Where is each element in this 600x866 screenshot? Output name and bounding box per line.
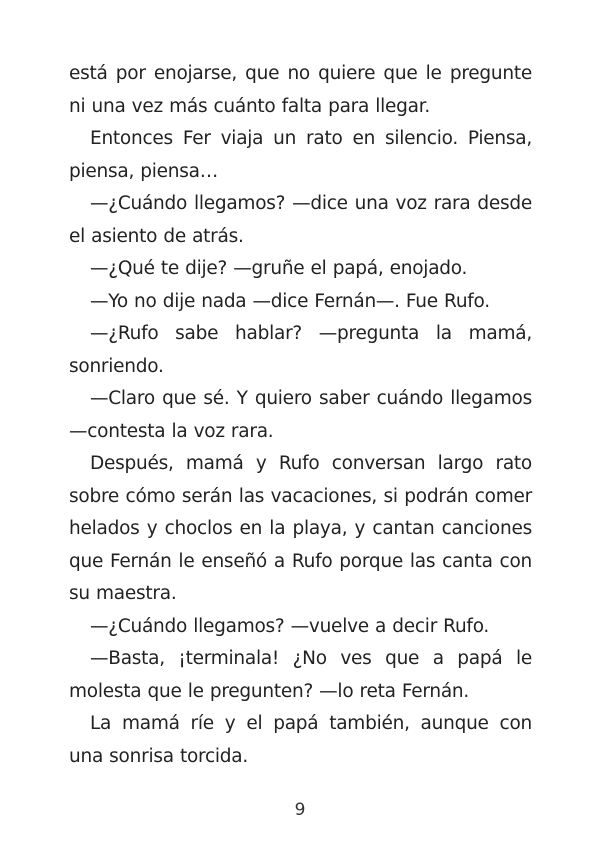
dialogue-line: —Yo no dije nada —dice Fernán—. Fue Rufo. bbox=[90, 290, 490, 312]
dialogue-line: —¿Cuándo llegamos? —vuelve a decir Rufo. bbox=[90, 615, 490, 637]
paragraph: La mamá ríe y el papá también, aunque con una sonrisa torcida. bbox=[69, 713, 532, 767]
paragraph-continuation: está por enojarse, que no quiere que le pregunte ni una vez más cuánto falta para llegar. bbox=[69, 63, 532, 117]
dialogue-line: —¿Qué te dije? —gruñe el papá, enojado. bbox=[90, 258, 468, 279]
body-text bbox=[69, 58, 532, 773]
dialogue-line: —Basta, ¡terminala! ¿No ves que a papá le molesta que le pregunten? —lo reta Fernán. bbox=[69, 648, 532, 702]
paragraph: Después, mamá y Rufo conversan largo rato sobre cómo serán las vacaciones, si podrán comer helados y choclos en la playa, y cantan canciones que Fernán le enseñó a Rufo porque las canta con su maestra. bbox=[69, 453, 532, 604]
dialogue-line: —¿Rufo sabe hablar? —pregunta la mamá, sonriendo. bbox=[69, 323, 532, 377]
dialogue-line: —Claro que sé. Y quiero saber cuándo llegamos —contesta la voz rara. bbox=[69, 388, 532, 442]
page-number: 9 bbox=[294, 800, 306, 820]
paragraph: Entonces Fer viaja un rato en silencio. Piensa, piensa, piensa… bbox=[69, 128, 532, 182]
dialogue-line: —¿Cuándo llegamos? —dice una voz rara desde el asiento de atrás. bbox=[69, 193, 532, 247]
